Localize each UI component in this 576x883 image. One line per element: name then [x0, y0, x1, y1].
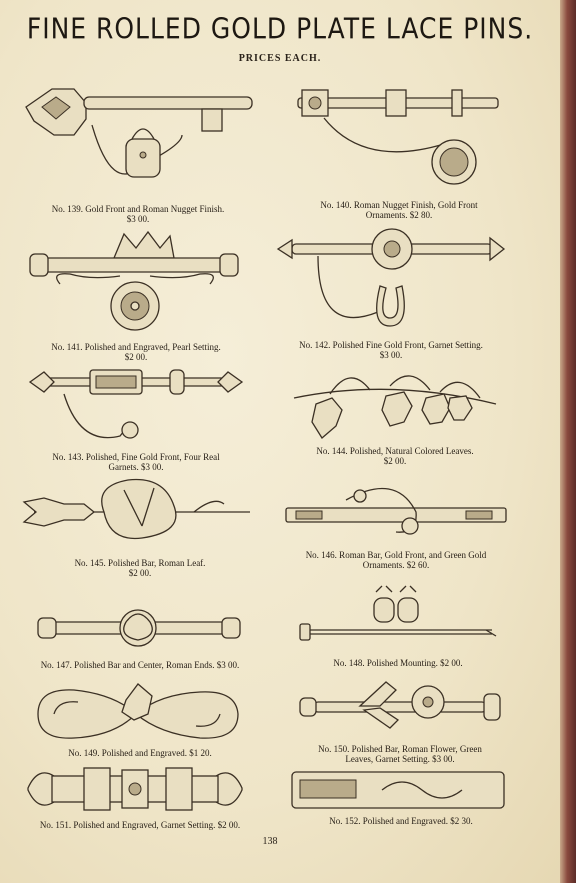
pin-141-illustration: [30, 228, 240, 338]
caption-149: No. 149. Polished and Engraved. $1 20.: [68, 748, 212, 758]
pin-148-illustration: [296, 584, 500, 652]
pin-149-illustration: [34, 684, 240, 746]
caption-151: No. 151. Polished and Engraved, Garnet Setting. $2 00.: [39, 820, 241, 830]
caption-139: No. 139. Gold Front and Roman Nugget Finish. $3 00.: [51, 204, 225, 224]
pin-143-illustration: [30, 366, 242, 448]
pin-140-illustration: [294, 88, 504, 192]
caption-144: No. 144. Polished, Natural Colored Leaves. $2 00.: [316, 446, 474, 466]
page-number: 138: [262, 836, 278, 847]
caption-141: No. 141. Polished and Engraved, Pearl Setting. $2 00.: [51, 342, 221, 362]
pin-150-illustration: [300, 676, 502, 740]
caption-146: No. 146. Roman Bar, Gold Front, and Green Gold Ornaments. $2 60.: [305, 550, 487, 570]
pin-146-illustration: [286, 482, 506, 544]
caption-140: No. 140. Roman Nugget Finish, Gold Front Ornaments. $2 80.: [320, 200, 478, 220]
caption-142: No. 142. Polished Fine Gold Front, Garnet Setting. $3 00.: [299, 340, 483, 360]
pin-151-illustration: [28, 762, 242, 816]
book-edge: [560, 0, 576, 883]
page-subtitle: PRICES EACH.: [238, 53, 322, 64]
page-title: FINE ROLLED GOLD PLATE LACE PINS.: [26, 11, 534, 46]
caption-147: No. 147. Polished Bar and Center, Roman Ends. $3 00.: [40, 660, 240, 670]
caption-152: No. 152. Polished and Engraved. $2 30.: [329, 816, 473, 826]
pin-139-illustration: [22, 85, 254, 200]
caption-145: No. 145. Polished Bar, Roman Leaf. $2 00.: [74, 558, 206, 578]
caption-148: No. 148. Polished Mounting. $2 00.: [333, 658, 463, 668]
pin-144-illustration: [290, 364, 500, 444]
pin-147-illustration: [38, 602, 240, 654]
pin-152-illustration: [292, 768, 504, 812]
caption-150: No. 150. Polished Bar, Roman Flower, Green Leaves, Garnet Setting. $3 00.: [318, 744, 482, 764]
pin-145-illustration: [24, 476, 250, 552]
caption-143: No. 143. Polished, Fine Gold Front, Four Real Garnets. $3 00.: [52, 452, 220, 472]
pin-142-illustration: [278, 226, 504, 338]
